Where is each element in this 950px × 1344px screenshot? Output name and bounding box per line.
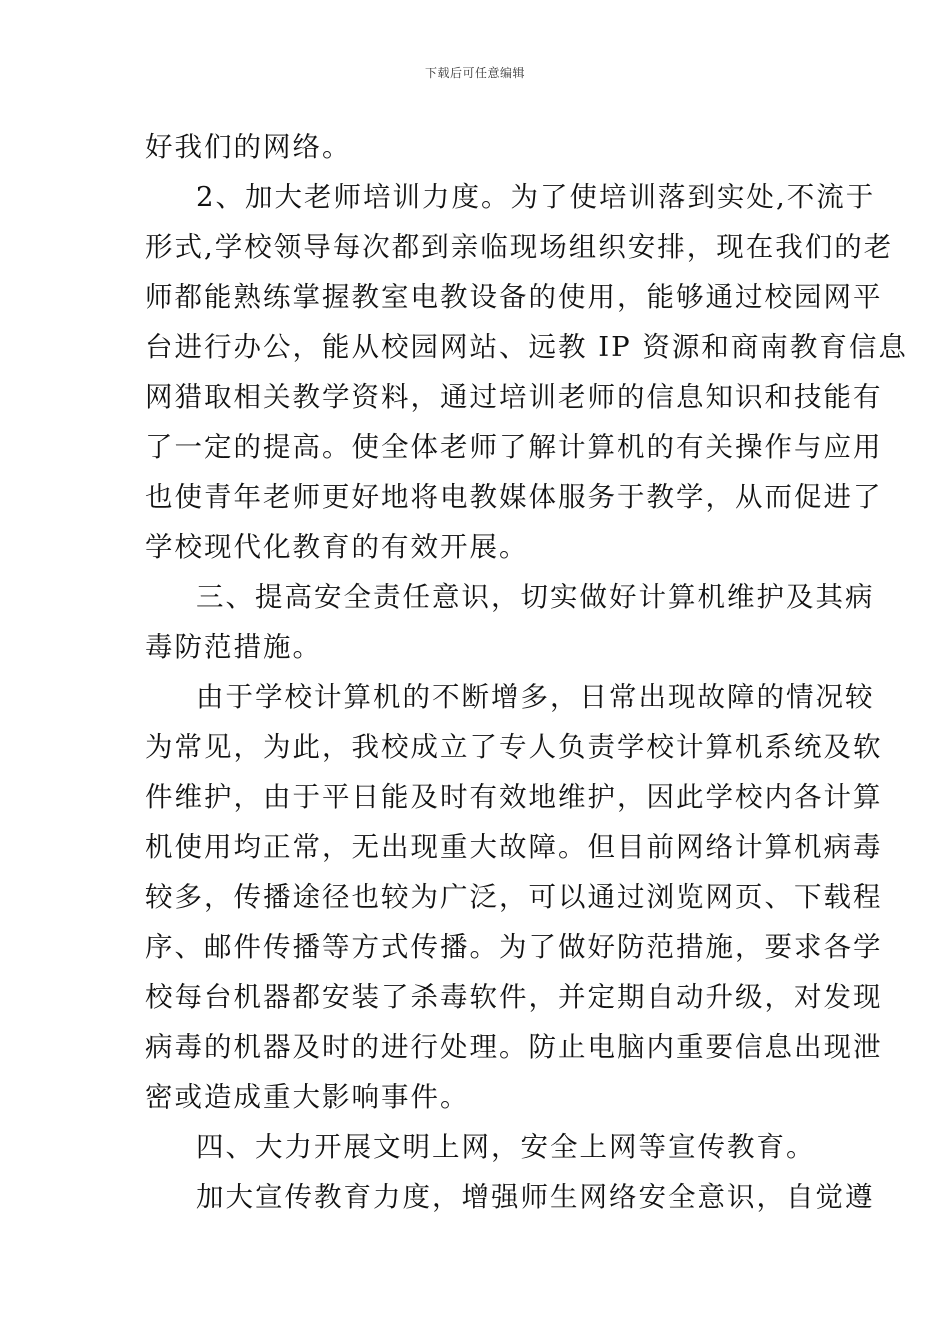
text-line-14: 件维护，由于平日能及时有效地维护，因此学校内各计算 bbox=[145, 781, 883, 813]
text-line-9: 学校现代化教育的有效开展。 bbox=[145, 531, 529, 563]
text-line-17: 序、邮件传播等方式传播。为了做好防范措施，要求各学 bbox=[145, 931, 883, 963]
page-header: 下载后可任意编辑 bbox=[424, 66, 525, 80]
text-line-3: 形式,学校领导每次都到亲临现场组织安排，现在我们的老 bbox=[145, 231, 894, 263]
text-line-7: 了一定的提高。使全体老师了解计算机的有关操作与应用 bbox=[145, 431, 883, 463]
text-line-11: 毒防范措施。 bbox=[145, 631, 322, 663]
text-line-18: 校每台机器都安装了杀毒软件，并定期自动升级，对发现 bbox=[145, 981, 883, 1013]
text-line-22: 加大宣传教育力度，增强师生网络安全意识，自觉遵 bbox=[196, 1181, 875, 1213]
text-line-2: 2、加大老师培训力度。为了使培训落到实处,不流于 bbox=[196, 181, 876, 213]
text-line-12: 由于学校计算机的不断增多，日常出现故障的情况较 bbox=[196, 681, 875, 713]
text-line-20: 密或造成重大影响事件。 bbox=[145, 1081, 470, 1113]
text-line-15: 机使用均正常，无出现重大故障。但目前网络计算机病毒 bbox=[145, 831, 883, 863]
text-line-8: 也使青年老师更好地将电教媒体服务于教学，从而促进了 bbox=[145, 481, 883, 513]
text-line-16: 较多，传播途径也较为广泛，可以通过浏览网页、下载程 bbox=[145, 881, 883, 913]
text-line-1: 好我们的网络。 bbox=[145, 131, 352, 163]
section-heading-4: 四、大力开展文明上网，安全上网等宣传教育。 bbox=[196, 1131, 816, 1163]
text-line-13: 为常见，为此，我校成立了专人负责学校计算机系统及软 bbox=[145, 731, 883, 763]
text-line-6: 网猎取相关教学资料，通过培训老师的信息知识和技能有 bbox=[145, 381, 883, 413]
text-line-4: 师都能熟练掌握教室电教设备的使用，能够通过校园网平 bbox=[145, 281, 883, 313]
section-heading-3: 三、提高安全责任意识，切实做好计算机维护及其病 bbox=[196, 581, 875, 613]
text-line-19: 病毒的机器及时的进行处理。防止电脑内重要信息出现泄 bbox=[145, 1031, 883, 1063]
text-line-5: 台进行办公，能从校园网站、远教 IP 资源和商南教育信息 bbox=[145, 331, 908, 363]
